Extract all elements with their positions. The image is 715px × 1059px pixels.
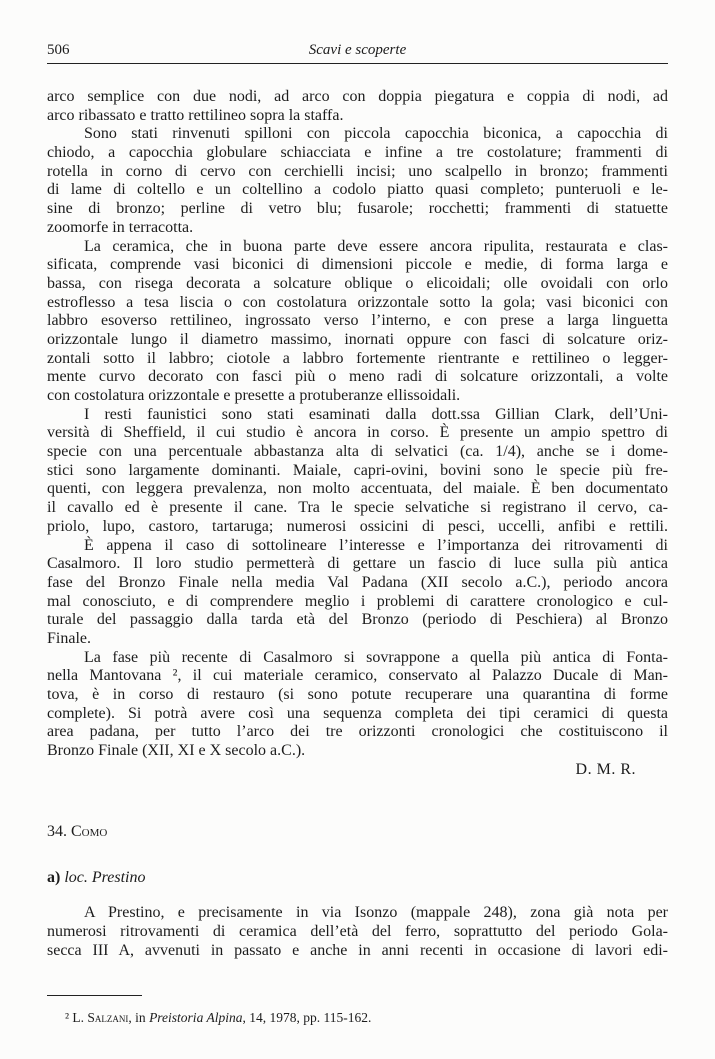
footnote-author: Salzani <box>87 1010 129 1025</box>
footnote-details: , 14, 1978, pp. 115-162. <box>242 1010 372 1025</box>
body-line: tova, è in corso di restauro (si sono potute recuperare una quarantina di forme <box>47 686 668 703</box>
body-line: sine di bronzo; perline di vetro blu; fusarole; rocchetti; frammenti di statuette <box>47 200 668 218</box>
body-line: il cavallo ed è presente il cane. Tra le specie selvatiche si registrano il cervo, ca- <box>47 499 668 517</box>
paragraph <box>47 238 668 406</box>
body-line: fase del Bronzo Finale nella media Val Padana (XII secolo a.C.), periodo ancora <box>47 573 668 591</box>
body-line: zontali sotto il labbro; ciotole a labbro fortemente rientrante e rettilineo o legger- <box>47 349 668 367</box>
body-line: mal conosciuto, e di comprendere meglio i problemi di carattere cronologico e cul- <box>47 592 668 610</box>
body-line: arco semplice con due nodi, ad arco con doppia piegatura e coppia di nodi, ad <box>47 88 668 105</box>
body-line: bassa, con risega decorata a solcature oblique o elicoidali; olle ovoidali con orlo <box>47 274 668 292</box>
body-line: turale del passaggio dalla tarda età del Bronzo (periodo di Peschiera) al Bronzo <box>47 611 668 629</box>
paragraph <box>47 649 668 761</box>
section-number: 34. <box>47 823 71 840</box>
body-line: La fase più recente di Casalmoro si sovrappone a quella più antica di Fonta- <box>84 648 668 666</box>
subsection-heading <box>47 868 146 888</box>
body-line: specie con una percentuale abbastanza alta di selvatici (ca. 1/4), anche se i dome- <box>47 443 668 461</box>
body-line: Casalmoro. Il loro studio permetterà di gettare un fascio di luce sulla più antica <box>47 555 668 573</box>
body-line: orizzontale lungo il diametro massimo, inornati oppure con fasci di solcature oriz- <box>47 330 668 348</box>
section-heading <box>47 822 107 842</box>
body-text <box>47 88 668 761</box>
paragraph <box>47 406 668 537</box>
body-line: complete). Si potrà avere così una sequenza completa dei tipi ceramici di questa <box>47 704 668 722</box>
header-rule <box>47 63 668 64</box>
subsection-label: a) <box>47 869 65 886</box>
body-line: stici sono largamente dominanti. Maiale, capri-ovini, bovini sono le specie più fre- <box>47 461 668 479</box>
body-line: estroflesso a tesa liscia o con costolatura orizzontale sotto la gola; vasi biconici con <box>47 293 668 311</box>
body-line: quenti, con leggera prevalenza, non molto accentuata, del maiale. È ben documentato <box>47 480 668 498</box>
body-line: con costolatura orizzontale e presette a protuberanze ellissoidali. <box>47 387 461 404</box>
page-number: 506 <box>47 42 70 58</box>
body-line: sificata, comprende vasi biconici di dimensioni piccole e medie, di forma larga e <box>47 256 668 274</box>
body-line: Bronzo Finale (XII, XI e X secolo a.C.). <box>47 742 306 760</box>
body-line: Finale. <box>47 629 91 647</box>
body-line: versità di Sheffield, il cui studio è ancora in corso. È presente un ampio spettro di <box>47 424 668 442</box>
footnote-journal: Preistoria Alpina <box>149 1010 243 1025</box>
body-line: area padana, per tutto l’arco dei tre orizzonti cronologici che costituiscono il <box>47 723 668 741</box>
paragraph <box>47 125 668 237</box>
paragraph <box>47 537 668 649</box>
footnote-rule <box>47 995 142 996</box>
body-line: chiodo, a capocchia globulare schiacciata e infine a tre costolature; frammenti di <box>47 144 668 162</box>
body-line: rotella in corno di cervo con cerchielli incisi; uno scalpello in bronzo; frammenti <box>47 162 668 180</box>
running-title: Scavi e scoperte <box>308 42 407 58</box>
body-line: secca III A, avvenuti in passato e anche in anni recenti in occasione di lavori edi- <box>47 942 668 959</box>
footnote <box>65 1009 371 1027</box>
footnote-prefix: ² L. <box>65 1010 88 1025</box>
footnote-connector: , in <box>128 1010 150 1025</box>
body-line: priolo, lupo, castoro, tartaruga; numerosi ossicini di pesci, uccelli, anfibi e rettili. <box>47 517 668 535</box>
section-body <box>47 903 668 960</box>
body-line: La ceramica, che in buona parte deve essere ancora ripulita, restaurata e clas- <box>84 237 668 255</box>
body-line: numerosi ritrovamenti di ceramica dell’età del ferro, soprattutto del periodo Gola- <box>47 923 668 940</box>
body-line: mente curvo decorato con fasci più o meno radi di solcature orizzontali, a volte <box>47 368 668 386</box>
body-line: I resti faunistici sono stati esaminati dalla dott.ssa Gillian Clark, dell’Uni- <box>84 405 668 423</box>
body-line: labbro esoverso rettilineo, ingrossato verso l’interno, e con prese a larga linguetta <box>47 312 668 330</box>
body-line: È appena il caso di sottolineare l’interesse e l’importanza dei ritrovamenti di <box>84 536 668 554</box>
body-line: di lame di coltello e un coltellino a codolo piatto quasi completo; punteruoli e le- <box>47 181 668 199</box>
subsection-title: loc. Prestino <box>64 869 146 886</box>
body-line: Sono stati rinvenuti spilloni con piccola capocchia biconica, a capocchia di <box>84 125 668 143</box>
section-title: Como <box>71 823 108 840</box>
body-line: A Prestino, e precisamente in via Isonzo (mappale 248), zona già nota per <box>84 904 668 921</box>
author-signature: D. M. R. <box>575 761 636 778</box>
body-line: nella Mantovana ², il cui materiale ceramico, conservato al Palazzo Ducale di Man- <box>47 667 668 685</box>
body-line: zoomorfe in terracotta. <box>47 218 194 236</box>
paragraph <box>47 88 668 125</box>
body-line: arco ribassato e tratto rettilineo sopra la staffa. <box>47 106 344 124</box>
